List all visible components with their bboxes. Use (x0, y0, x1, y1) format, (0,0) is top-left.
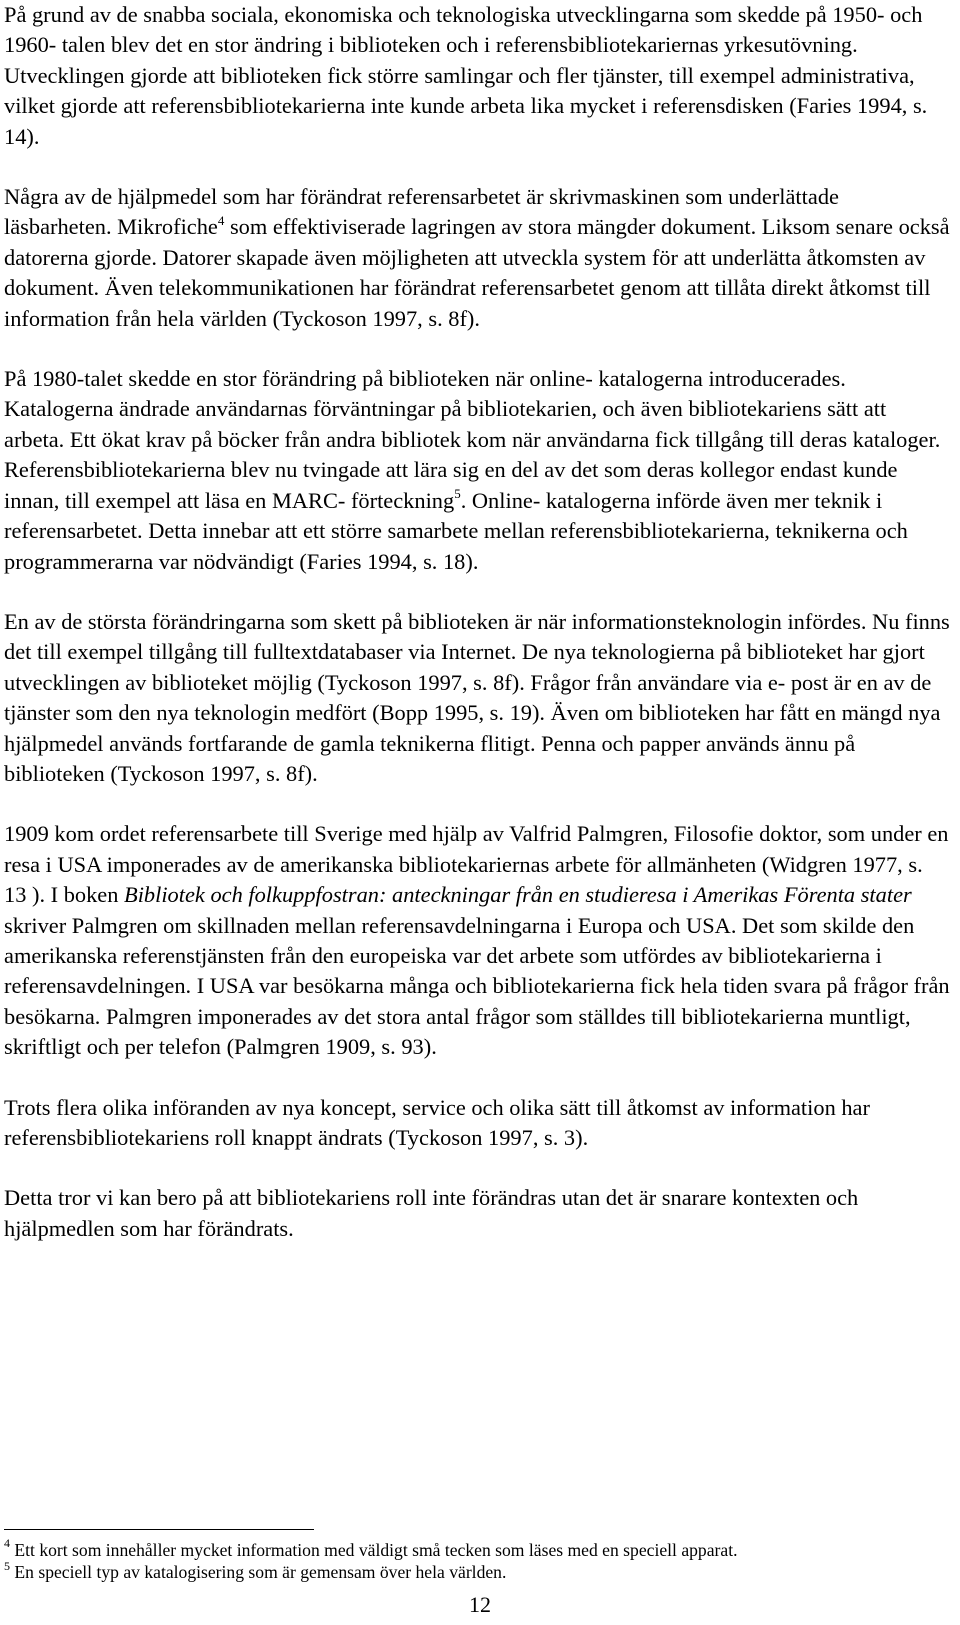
paragraph (4, 607, 950, 789)
footnote-4 (4, 1536, 950, 1561)
paragraph (4, 182, 950, 334)
paragraph (4, 1093, 950, 1154)
paragraph-text: Trots flera olika införanden av nya koncept, service och olika sätt till åtkomst av information har referensbibliotekariens roll knappt ändrats (Tyckoson 1997, s. 3). (4, 1094, 870, 1150)
paragraph-text: . Online- katalogerna införde även mer teknik i referensarbetet. Detta innebar att ett större samarbete mellan referensbibliotekarierna, teknikerna och programmerarna var nödvändigt (Faries 1994, s. 18). (4, 487, 908, 574)
body-text (4, 0, 950, 1244)
paragraph-text: som effektiviserade lagringen av stora mängder dokument. Liksom senare också datorerna gjorde. Datorer skapade även möjligheten att utveckla system för att underlätta åtkomsten av dokument. Även telekommunikationen har förändrat referensarbetet genom att tillåta direkt åtkomst till information från hela världen (Tyckoson 1997, s. 8f). (4, 214, 950, 331)
footnote-number: 5 (4, 1558, 10, 1573)
footnote-reference: 5 (454, 486, 461, 502)
paragraph (4, 0, 950, 152)
paragraph-text: 1909 kom ordet referensarbete till Sverige med hjälp av Valfrid Palmgren, Filosofie doktor, som under en resa i USA imponerades av de amerikanska bibliotekariernas arbete för allmänheten (Widgren 1977, s. 13 ). I boken (4, 821, 949, 908)
paragraph-text: Några av de hjälpmedel som har förändrat referensarbetet är skrivmaskinen som underlättade läsbarheten. Mikrofiche (4, 184, 839, 240)
footnote-text: Ett kort som innehåller mycket information med väldigt små tecken som läses med en speciell apparat. (10, 1540, 738, 1560)
paragraph (4, 819, 950, 1062)
paragraph-text: På grund av de snabba sociala, ekonomiska och teknologiska utvecklingarna som skedde på 1950- och 1960- talen blev det en stor ändring i biblioteken och i referensbibliotekariernas yrkesutövning. Utvecklingen gjorde att biblioteken fick större samlingar och fler tjänster, till exempel administrativa, vilket gjorde att referensbibliotekarierna inte kunde arbeta lika mycket i referensdisken (Faries 1994, s. 14). (4, 2, 928, 149)
paragraph-text: På 1980-talet skedde en stor förändring på biblioteken när online- katalogerna introducerades. Katalogerna ändrade användarnas förväntningar på bibliotekarien, och även bibliotekariens sätt att arbeta. Ett ökat krav på böcker från andra bibliotek kom när användarna fick tillgång till deras kataloger. Referensbibliotekarierna blev nu tvingade att lära sig en del av det som deras kollegor endast kunde innan, till exempel att läsa en MARC- förteckning (4, 366, 941, 513)
paragraph-text: Detta tror vi kan bero på att bibliotekariens roll inte förändras utan det är snarare kontexten och hjälpmedlen som har förändrats. (4, 1185, 859, 1241)
footnote-separator (4, 1529, 314, 1530)
footnote-text: En speciell typ av katalogisering som är gemensam över hela världen. (10, 1562, 507, 1583)
footnote-number: 4 (4, 1536, 10, 1551)
book-title: Bibliotek och folkuppfostran: anteckningar från en studieresa i Amerikas Förenta stater (124, 882, 912, 908)
paragraph (4, 364, 950, 577)
footnote-reference: 4 (217, 212, 225, 228)
paragraph-text: En av de största förändringarna som skett på biblioteken är när informationsteknologin infördes. Nu finns det till exempel tillgång till fulltextdatabaser via Internet. De nya teknologierna på biblioteket har gjort utvecklingen av biblioteket möjlig (Tyckoson 1997, s. 8f). Frågor från användare via e- post är en av de tjänster som den nya teknologin medfört (Bopp 1995, s. 19). Även om biblioteken har fått en mängd nya hjälpmedel används fortfarande de gamla teknikerna flitigt. Penna och papper används ännu på biblioteken (Tyckoson 1997, s. 8f). (4, 608, 950, 786)
footnote-5 (4, 1558, 950, 1583)
paragraph (4, 1183, 950, 1244)
paragraph-text: skriver Palmgren om skillnaden mellan referensavdelningarna i Europa och USA. Det som skilde den amerikanska referenstjänsten från den europeiska var det arbete som utfördes av bibliotekarierna i referensavdelningen. I USA var besökarna många och bibliotekarierna fick hela tiden svara på frågor från besökarna. Palmgren imponerades av det stora antal frågor som ställdes till bibliotekarierna muntligt, skriftligt och per telefon (Palmgren 1909, s. 93). (4, 912, 950, 1060)
footnotes (4, 1536, 950, 1584)
page-number: 12 (469, 1592, 491, 1617)
